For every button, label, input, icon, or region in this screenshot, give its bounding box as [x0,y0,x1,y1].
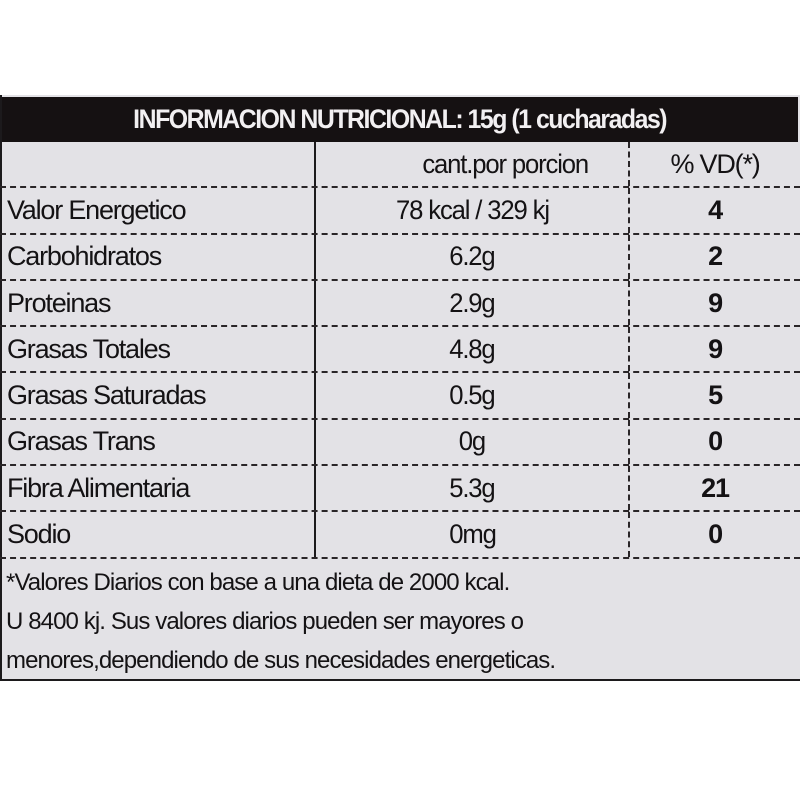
nutrient-daily-value: 21 [701,472,729,503]
nutrition-table [0,142,800,559]
nutrient-name: Grasas Saturadas [0,373,316,417]
nutrient-name: Sodio [0,512,316,556]
nutrient-daily-value: 5 [708,380,722,411]
nutrient-name: Fibra Alimentaria [0,466,316,510]
daily-value-footnote [0,557,800,681]
table-row [0,512,800,558]
nutrient-daily-value: 0 [708,426,722,457]
nutrient-amount-text: 0g [458,426,486,457]
nutrient-amount-text: 0mg [448,519,496,550]
table-row [0,420,800,466]
nutrition-facts-label [0,95,800,681]
nutrient-amount [316,281,630,325]
table-row [0,327,800,373]
table-header-row [0,142,800,188]
nutrient-name: Grasas Totales [0,327,316,371]
nutrient-amount-text: 78 kcal / 329 kj [395,194,549,225]
nutrient-amount [316,188,630,232]
column-header-nutrient [0,142,316,186]
nutrient-name: Carbohidratos [0,235,316,279]
nutrient-amount [316,466,630,510]
nutrient-amount-text: 2.9g [449,287,495,318]
nutrient-amount [316,420,630,464]
nutrient-daily-value: 4 [708,194,722,225]
nutrient-name: Grasas Trans [0,420,316,464]
footnote-line: menores,dependiendo de sus necesidades energeticas. [6,647,556,674]
nutrient-amount [316,235,630,279]
nutrient-amount [316,327,630,371]
label-title: INFORMACION NUTRICIONAL: 15g (1 cucharadas) [133,104,667,134]
column-header-amount-text: cant.por porcion [421,148,588,179]
nutrient-daily-value: 2 [708,241,722,272]
nutrient-daily-value: 9 [708,287,722,318]
nutrient-daily-value: 9 [708,333,722,364]
nutrient-amount-text: 5.3g [449,472,495,503]
table-row [0,188,800,234]
nutrient-amount-text: 0.5g [449,380,495,411]
table-row [0,281,800,327]
nutrient-amount-text: 6.2g [449,241,495,272]
nutrient-name: Valor Energetico [0,188,316,232]
label-title-bar [2,97,798,142]
table-row [0,235,800,281]
footnote-line: *Valores Diarios con base a una dieta de 2000 kcal. [6,569,510,596]
nutrient-amount [316,512,630,556]
table-row [0,373,800,419]
nutrient-name: Proteinas [0,281,316,325]
nutrient-amount [316,373,630,417]
table-row [0,466,800,512]
footnote-line: U 8400 kj. Sus valores diarios pueden ser mayores o [6,608,524,635]
column-header-amount [316,142,630,186]
nutrient-amount-text: 4.8g [449,333,495,364]
column-header-daily-value: % VD(*) [670,148,760,179]
nutrient-daily-value: 0 [708,519,722,550]
